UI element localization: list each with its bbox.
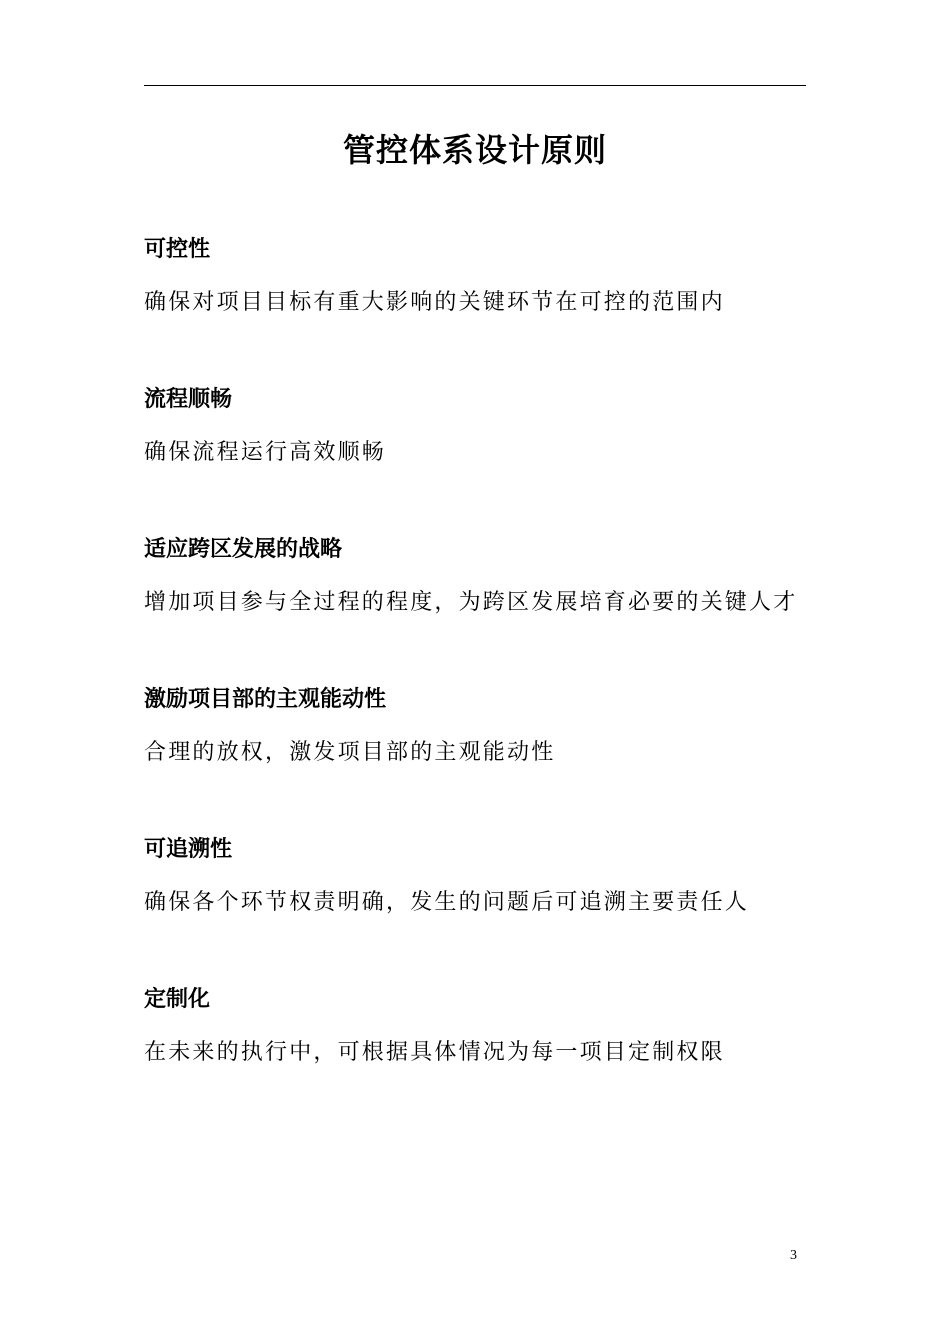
principle-section-controllability (144, 228, 806, 328)
principle-body: 确保各个环节权责明确，发生的问题后可追溯主要责任人 (144, 890, 750, 915)
principle-body: 确保流程运行高效顺畅 (144, 440, 387, 465)
principle-section-motivation (144, 678, 806, 778)
principle-section-customization (144, 978, 806, 1078)
page-number: 3 (790, 1248, 797, 1263)
header-rule (144, 85, 806, 86)
principle-section-smooth-process (144, 378, 806, 478)
principle-section-cross-region-strategy (144, 528, 806, 628)
principle-heading: 适应跨区发展的战略 (144, 537, 343, 562)
principles-list (144, 228, 806, 1128)
principle-heading: 流程顺畅 (144, 387, 233, 412)
principle-heading: 定制化 (144, 987, 211, 1012)
principle-body: 在未来的执行中，可根据具体情况为每一项目定制权限 (144, 1040, 725, 1065)
principle-body: 合理的放权，激发项目部的主观能动性 (144, 740, 556, 765)
principle-heading: 可追溯性 (144, 837, 233, 862)
principle-body: 增加项目参与全过程的程度，为跨区发展培育必要的关键人才 (144, 590, 798, 615)
principle-body: 确保对项目目标有重大影响的关键环节在可控的范围内 (144, 290, 725, 315)
principle-section-traceability (144, 828, 806, 928)
page-title: 管控体系设计原则 (342, 131, 607, 169)
principle-heading: 激励项目部的主观能动性 (144, 687, 387, 712)
principle-heading: 可控性 (144, 237, 211, 262)
